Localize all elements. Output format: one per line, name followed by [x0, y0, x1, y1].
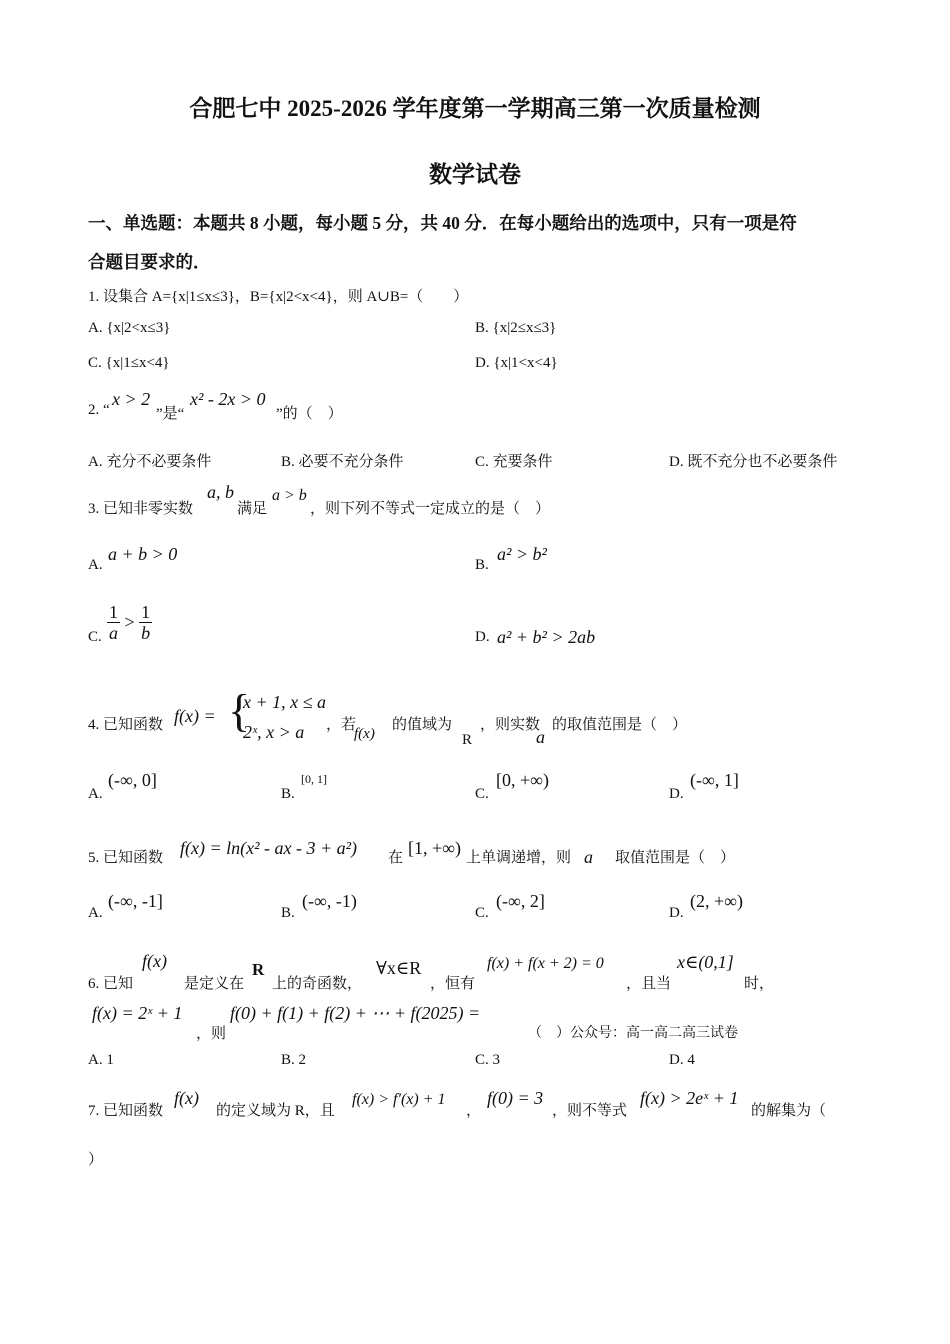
q2-option-d: D. 既不充分也不必要条件 [669, 454, 838, 470]
q1-stem: 1. 设集合 A={x|1≤x≤3}，B={x|2<x<4}，则 A∪B=（ ） [88, 289, 469, 305]
q6-mid1: 是定义在 [184, 976, 245, 992]
q7-mid2: ，则不等式 [552, 1103, 628, 1119]
q6-eq1: f(x) + f(x + 2) = 0 [487, 955, 604, 972]
q3-option-c-frac2: $\frac{1}{b}$ [141, 602, 151, 643]
q4-option-b-label: B. [281, 786, 295, 802]
q5-option-a-label: A. [88, 905, 103, 921]
q7-comma: ， [466, 1103, 482, 1119]
q3-vars: a, b [207, 482, 234, 502]
q4-tail: 的取值范围是（ ） [552, 717, 688, 733]
q2-expr1: x > 2 [112, 389, 151, 409]
exam-subject: 数学试卷 [429, 162, 521, 187]
q4-mid2: ，则实数 [480, 717, 541, 733]
q3-tail: ，则下列不等式一定成立的是（ ） [310, 501, 551, 517]
q4-option-a-label: A. [88, 786, 103, 802]
q3-option-a: a + b > 0 [108, 544, 178, 564]
q6-sum: f(0) + f(1) + f(2) + ⋯ + f(2025) = [230, 1003, 481, 1023]
q7-cond2: f(0) = 3 [487, 1088, 544, 1108]
q4-option-b: [0, 1] [301, 772, 327, 786]
section-heading-line2: 合题目要求的． [88, 252, 211, 272]
q6-mid3: ，恒有 [430, 976, 476, 992]
q1-option-d: D. {x|1<x<4} [475, 355, 558, 371]
q6-num: 6. 已知 [88, 976, 134, 992]
q6-R: R [252, 960, 265, 979]
q3-cond: a > b [272, 487, 307, 504]
q2-expr2: x² - 2x > 0 [190, 389, 266, 409]
q6-option-b: B. 2 [281, 1052, 307, 1068]
q7-cond1: f(x) > f′(x) + 1 [352, 1091, 446, 1108]
q6-option-d: D. 4 [669, 1052, 695, 1068]
q5-option-b: (-∞, -1) [302, 891, 357, 911]
q6-mid2: 上的奇函数， [272, 976, 363, 992]
q3-num: 3. 已知非零实数 [88, 501, 194, 517]
q4-R: R [462, 732, 473, 748]
q4-option-d-label: D. [669, 786, 684, 802]
piecewise-brace: { [228, 685, 251, 736]
q3-option-d-label: D. [475, 629, 490, 645]
q5-zai: 在 [388, 850, 404, 866]
q5-option-d-label: D. [669, 905, 684, 921]
q4-option-a: (-∞, 0] [108, 770, 157, 790]
q7-mid1: 的定义域为 R，且 [216, 1103, 335, 1119]
q1-option-c: C. {x|1≤x<4} [88, 355, 170, 371]
q7-num: 7. 已知函数 [88, 1103, 164, 1119]
q2-option-a: A. 充分不必要条件 [88, 454, 212, 470]
q7-fx: f(x) [174, 1088, 199, 1108]
q3-option-c-frac1: $\frac{1}{a}$ [109, 602, 118, 643]
q5-option-d: (2, +∞) [690, 891, 743, 911]
q4-num: 4. 已知函数 [88, 717, 164, 733]
q5-a: a [584, 847, 593, 867]
q6-fx: f(x) [142, 951, 167, 971]
q5-option-c-label: C. [475, 905, 489, 921]
q2-tail: ”的（ ） [276, 406, 343, 422]
exam-title: 合肥七中 2025-2026 学年度第一学期高三第一次质量检测 [189, 96, 761, 121]
q3-mid: 满足 [237, 501, 268, 517]
q5-num: 5. 已知函数 [88, 850, 164, 866]
q6-forall: ∀x∈R [376, 958, 422, 978]
q2-option-c: C. 充要条件 [475, 454, 553, 470]
q5-mid: 上单调递增，则 [466, 850, 572, 866]
q6-option-a: A. 1 [88, 1052, 114, 1068]
q4-option-c-label: C. [475, 786, 489, 802]
q5-option-b-label: B. [281, 905, 295, 921]
q4-fx: f(x) = [174, 706, 216, 726]
q7-close: ） [88, 1152, 104, 1168]
q6-mid4: ，且当 [626, 976, 672, 992]
q5-interval: [1, +∞) [408, 838, 461, 858]
q7-tail: 的解集为（ [751, 1103, 827, 1119]
q6-option-c: C. 3 [475, 1052, 501, 1068]
q2-num: 2. “ [88, 402, 110, 418]
q3-option-c: $\frac{1}{a}$ > $\frac{1}{b}$ [109, 602, 151, 643]
q4-case1: x + 1, x ≤ a [243, 692, 327, 712]
q3-option-d: a² + b² > 2ab [497, 627, 596, 647]
q3-option-c-label: C. [88, 629, 102, 645]
q6-dom: x∈(0,1] [677, 952, 734, 972]
q4-option-c: [0, +∞) [496, 770, 549, 790]
q6-shi: 时， [744, 976, 775, 992]
q6-ze: ，则 [196, 1026, 227, 1042]
q3-option-b: a² > b² [497, 544, 547, 564]
q1-option-a: A. {x|2<x≤3} [88, 320, 171, 336]
q3-option-a-label: A. [88, 557, 103, 573]
q5-tail: 取值范围是（ ） [615, 850, 736, 866]
q4-option-d: (-∞, 1] [690, 770, 739, 790]
q6-eq2: f(x) = 2ˣ + 1 [92, 1003, 183, 1023]
q2-mid: ”是“ [156, 406, 185, 422]
q4-ruo: ，若 [326, 717, 357, 733]
q1-option-b: B. {x|2≤x≤3} [475, 320, 557, 336]
q4-mid: 的值域为 [392, 717, 453, 733]
q4-fx2: f(x) [354, 726, 375, 742]
q7-ineq: f(x) > 2eˣ + 1 [640, 1088, 739, 1108]
q4-a: a [536, 727, 545, 747]
q5-option-c: (-∞, 2] [496, 891, 545, 911]
section-heading-line1: 一、单选题：本题共 8 小题，每小题 5 分，共 40 分．在每小题给出的选项中，只有一项是符 [88, 213, 797, 233]
q4-case2: 2ˣ, x > a [243, 722, 305, 742]
q5-fx: f(x) = ln(x² - ax - 3 + a²) [180, 838, 358, 858]
q5-option-a: (-∞, -1] [108, 891, 163, 911]
q6-tail: （ ）公众号：高一高二高三试卷 [528, 1026, 738, 1041]
q3-option-b-label: B. [475, 557, 489, 573]
q2-option-b: B. 必要不充分条件 [281, 454, 404, 470]
